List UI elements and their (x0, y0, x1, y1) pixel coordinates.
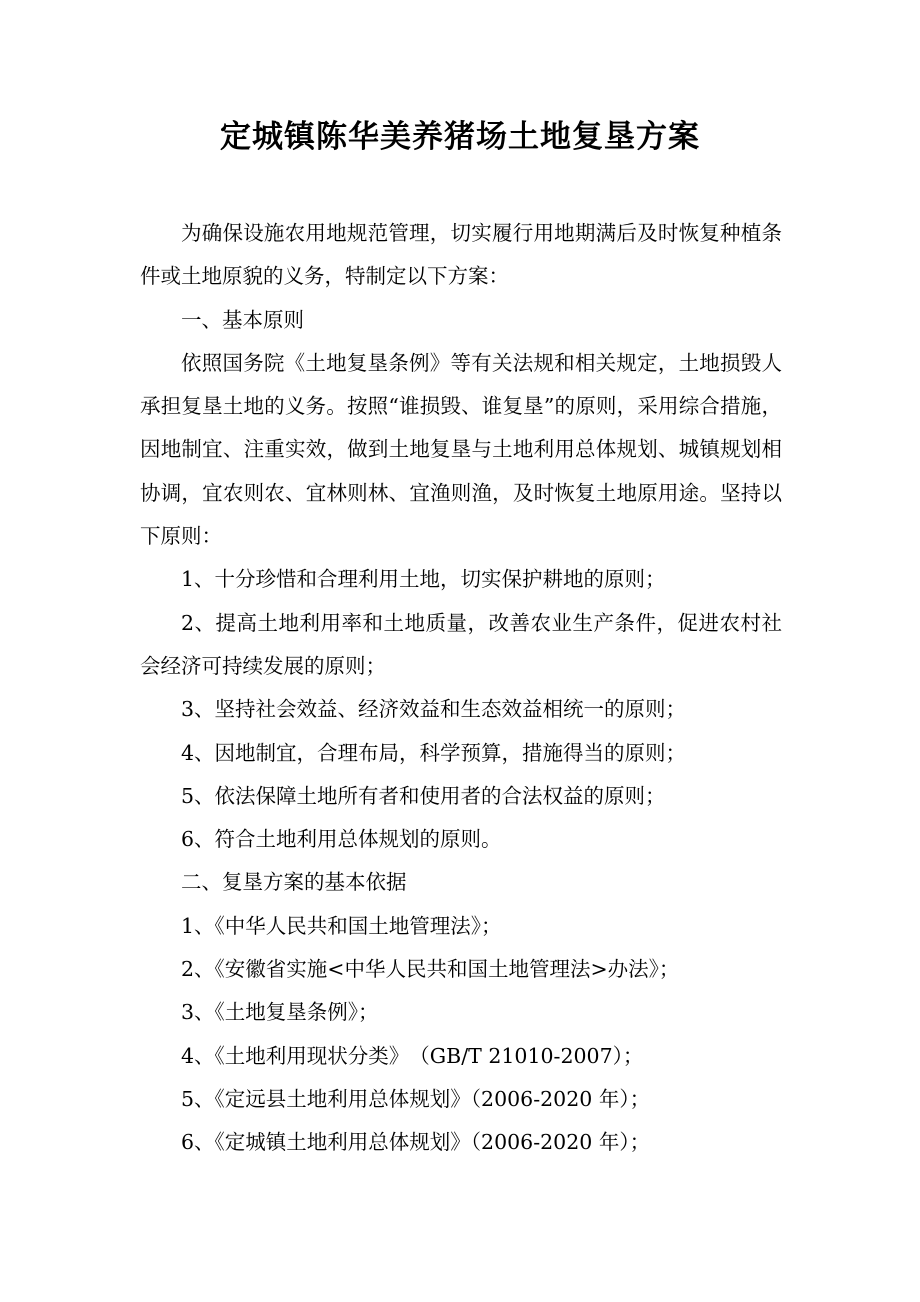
document-title: 定城镇陈华美养猪场土地复垦方案 (220, 119, 700, 155)
section-heading-basis: 二、复垦方案的基本依据 (181, 870, 407, 895)
principle-item-5: 5、依法保障土地所有者和使用者的合法权益的原则； (181, 783, 666, 808)
basis-item-3: 3、《土地复垦条例》； (181, 1000, 379, 1025)
principle-item-4: 4、因地制宜，合理布局，科学预算，措施得当的原则； (181, 740, 687, 765)
intro-paragraph: 为确保设施农用地规范管理，切实履行用地期满后及时恢复种植条件或土地原貌的义务，特制定以下方案： (140, 221, 782, 289)
basis-item-1: 1、《中华人民共和国土地管理法》； (181, 913, 502, 938)
basis-item-5: 5、《定远县土地利用总体规划》（2006-2020 年）； (181, 1086, 651, 1111)
document-body (140, 212, 782, 1165)
principle-item-6: 6、符合土地利用总体规划的原则。 (181, 827, 502, 852)
principle-item-3: 3、坚持社会效益、经济效益和生态效益相统一的原则； (181, 697, 687, 722)
principle-item-1: 1、十分珍惜和合理利用土地，切实保护耕地的原则； (181, 567, 666, 592)
principle-item-2: 2、提高土地利用率和土地质量，改善农业生产条件，促进农村社会经济可持续发展的原则； (140, 610, 782, 678)
basis-item-4: 4、《土地利用现状分类》 （GB/T 21010-2007）； (181, 1043, 644, 1068)
section-heading-basic-principles: 一、基本原则 (181, 307, 304, 332)
basis-item-6: 6、《定城镇土地利用总体规划》（2006-2020 年）； (181, 1130, 651, 1155)
principles-paragraph: 依照国务院《土地复垦条例》等有关法规和相关规定，土地损毁人承担复垦土地的义务。按照“谁损毁、谁复垦”的原则，采用综合措施，因地制宜、注重实效，做到土地复垦与土地利用总体规划、城镇规划相协调，宜农则农、宜林则林、宜渔则渔，及时恢复土地原用途。坚持以下原则： (140, 350, 782, 549)
basis-item-2: 2、《安徽省实施<中华人民共和国土地管理法>办法》； (181, 957, 680, 982)
